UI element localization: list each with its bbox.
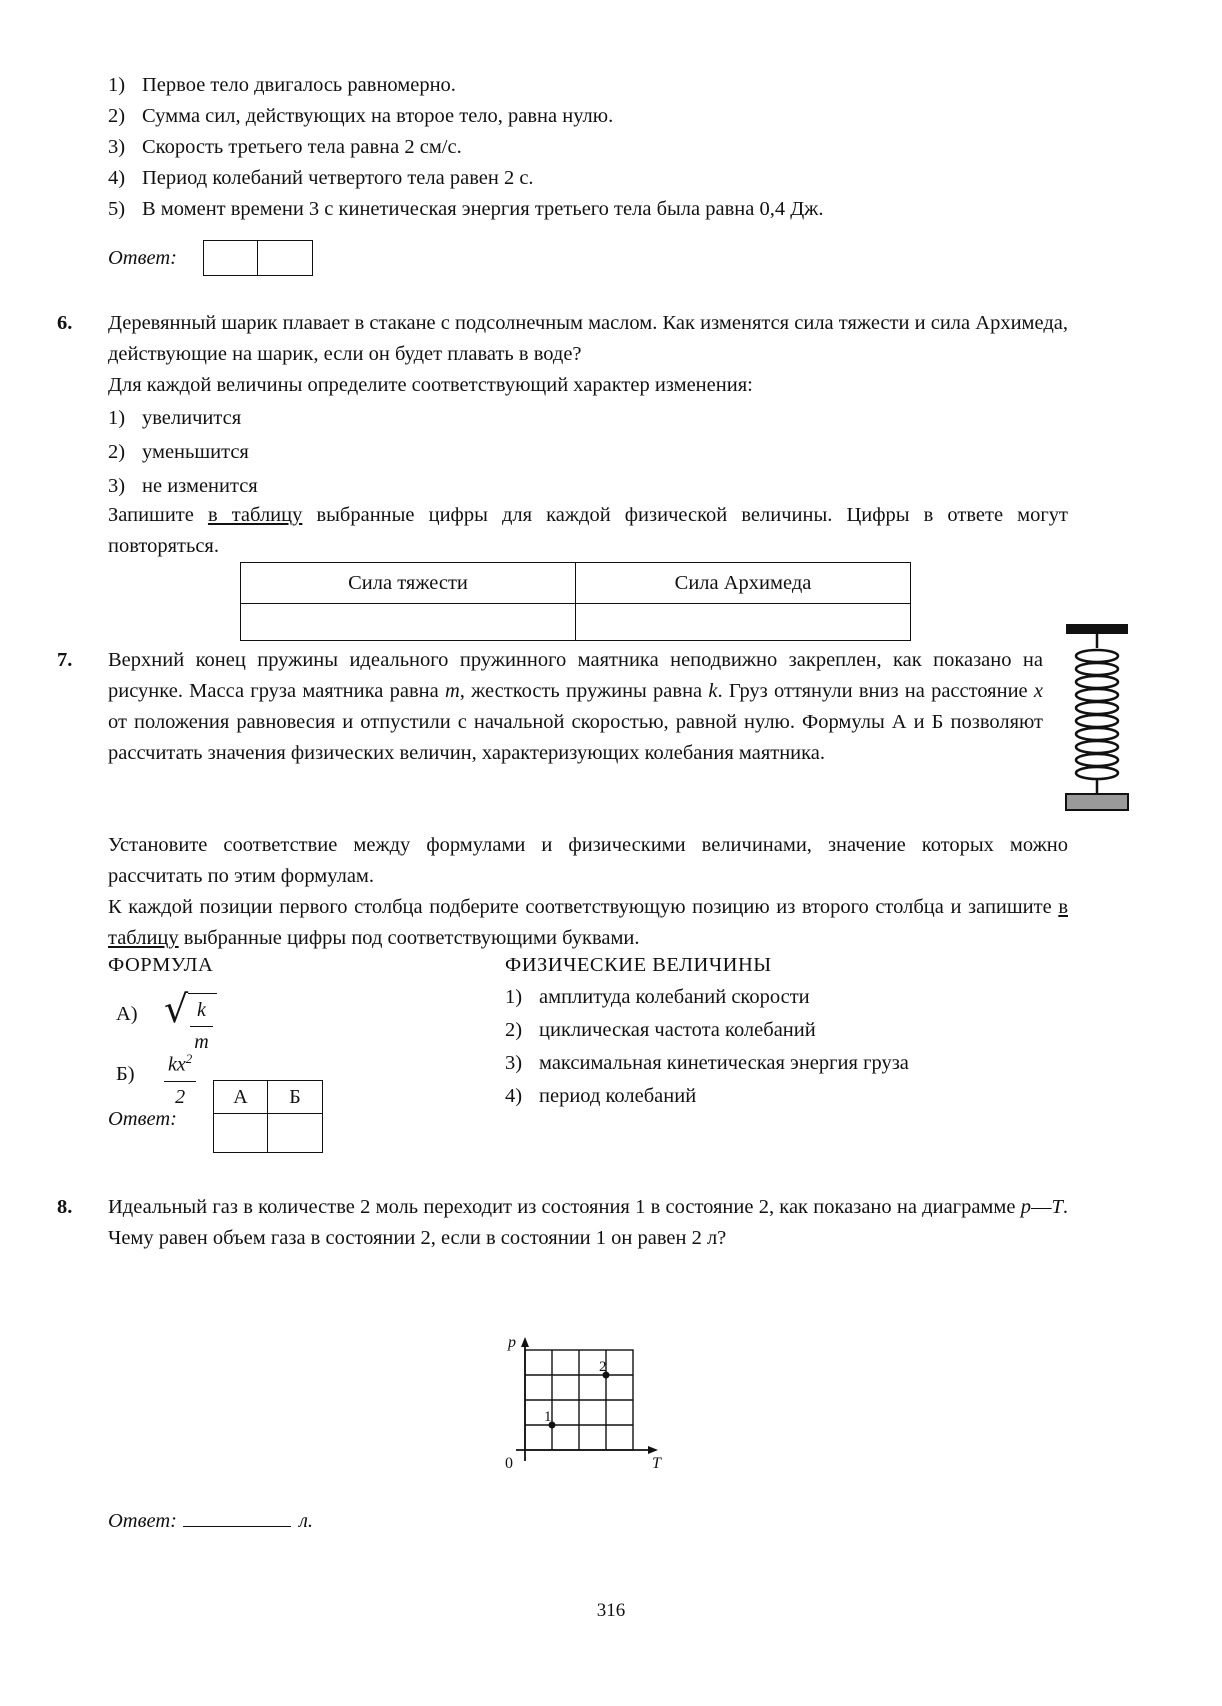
- table-row[interactable]: [214, 1114, 322, 1152]
- q6-text-3a: Запишите: [108, 504, 208, 526]
- q5-answer-label: Ответ:: [108, 247, 177, 269]
- svg-text:0: 0: [505, 1455, 513, 1472]
- option-text: уменьшится: [142, 441, 249, 463]
- q6-text-2: Для каждой величины определите соответствующий характер изменения:: [108, 374, 753, 396]
- q7-number: 7.: [57, 649, 73, 671]
- list-item: [505, 1047, 1065, 1080]
- q5-answer-boxes[interactable]: [203, 240, 313, 276]
- formula-b-expression: [164, 1043, 196, 1113]
- q6-text-3-underlined: в таблицу: [207, 504, 303, 526]
- option-number: 3): [108, 475, 126, 497]
- q6-text-3: [108, 500, 1068, 562]
- q6-options: [108, 401, 908, 503]
- q8-number: 8.: [57, 1196, 73, 1218]
- table-header-cell: Сила тяжести: [241, 563, 576, 604]
- q5-options: [108, 70, 1068, 225]
- fraction-denominator: m: [194, 1031, 209, 1053]
- q7-text-1: Верхний конец пружины идеального пружинного маятника неподвижно закреплен, как показано на рисунке. Масса груза маятника равна m, жесткость пружины равна k. Груз оттянули вниз на расстояние x от положения равновесия и отпустили с начальной скоростью, равной нулю. Формулы А и Б позволяют рассчитать значения физических величин, характеризующих колебания маятника.: [108, 649, 1043, 764]
- list-item: [108, 101, 1068, 132]
- pt-diagram-svg: [500, 1335, 680, 1475]
- option-text: максимальная кинетическая энергия груза: [539, 1052, 909, 1074]
- option-text: период колебаний: [539, 1085, 697, 1107]
- q7-text-3-underlined: в таблицу: [108, 896, 1068, 949]
- q6-text-1: Деревянный шарик плавает в стакане с подсолнечным маслом. Как изменятся сила тяжести и сила Архимеда, действующие на шарик, если он будет плавать в воде?: [108, 312, 1068, 365]
- list-item: [505, 1014, 1065, 1047]
- list-item: [108, 401, 908, 435]
- option-number: 2): [108, 441, 126, 463]
- svg-text:1: 1: [544, 1409, 552, 1425]
- answer-cell[interactable]: [258, 241, 312, 275]
- option-text: Период колебаний четвертого тела равен 2 с.: [142, 167, 534, 189]
- spring-icon: [1052, 622, 1142, 822]
- list-item: [505, 981, 1065, 1014]
- q7-text-3a: К каждой позиции первого столбца подберите соответствующую позицию из второго столбца и запишите: [108, 896, 1059, 918]
- answer-header-cell: А: [214, 1081, 268, 1114]
- option-number: 3): [108, 136, 126, 158]
- table-header-cell: Сила Архимеда: [576, 563, 911, 604]
- q8-answer-line[interactable]: [108, 1510, 313, 1533]
- table-cell-answer[interactable]: [576, 604, 911, 641]
- list-item: [108, 132, 1068, 163]
- option-number: 2): [108, 105, 126, 127]
- q7-text-2: Установите соответствие между формулами и физическими величинами, значение которых можно рассчитать по этим формулам.: [108, 834, 1068, 887]
- q7-text-3b: выбранные цифры под соответствующими буквами.: [178, 927, 640, 949]
- q7-answer-table[interactable]: [213, 1080, 323, 1153]
- fraction-numerator: $kx^2$: [164, 1043, 196, 1082]
- list-item: [108, 194, 1068, 225]
- table-row: [214, 1081, 322, 1114]
- option-text: В момент времени 3 с кинетическая энергия третьего тела была равна 0,4 Дж.: [142, 198, 824, 220]
- q7-text-3: [108, 892, 1068, 954]
- q7-answer-label: Ответ:: [108, 1108, 177, 1130]
- sqrt-sign: √: [164, 987, 189, 1031]
- table-cell-answer[interactable]: [241, 604, 576, 641]
- option-text: Скорость третьего тела равна 2 см/с.: [142, 136, 462, 158]
- q6-text-3b: выбранные цифры для каждой физической величины. Цифры в ответе могут повторяться.: [108, 504, 1068, 557]
- option-text: не изменится: [142, 475, 258, 497]
- q8-answer-label: Ответ:: [108, 1510, 177, 1532]
- q7-col1-header: ФОРМУЛА: [108, 954, 214, 976]
- table-row: [241, 563, 911, 604]
- fraction-denominator: 2: [175, 1085, 186, 1108]
- list-item: [108, 163, 1068, 194]
- option-text: циклическая частота колебаний: [539, 1019, 816, 1041]
- answer-header-cell: Б: [268, 1081, 322, 1114]
- option-number: 4): [108, 167, 126, 189]
- q7-col2-header: ФИЗИЧЕСКИЕ ВЕЛИЧИНЫ: [505, 954, 772, 976]
- option-number: 1): [108, 407, 126, 429]
- option-text: увеличится: [142, 407, 242, 429]
- answer-blank[interactable]: [183, 1512, 291, 1527]
- option-number: 1): [505, 986, 523, 1008]
- option-number: 3): [505, 1052, 523, 1074]
- answer-cell[interactable]: [268, 1114, 322, 1152]
- option-number: 2): [505, 1019, 523, 1041]
- q7-quantities-column: [505, 950, 1065, 1113]
- q8-answer-unit: л.: [298, 1510, 314, 1532]
- option-text: Первое тело двигалось равномерно.: [142, 74, 456, 96]
- q6-number: 6.: [57, 312, 73, 334]
- q6-answer-table[interactable]: [240, 562, 911, 641]
- table-row[interactable]: [241, 604, 911, 641]
- svg-text:p: p: [508, 1335, 516, 1351]
- option-number: 4): [505, 1085, 523, 1107]
- answer-cell[interactable]: [204, 241, 258, 275]
- option-text: Сумма сил, действующих на второе тело, равна нулю.: [142, 105, 614, 127]
- answer-cell[interactable]: [214, 1114, 268, 1152]
- option-number: 5): [108, 198, 126, 220]
- page-number: 316: [596, 1600, 626, 1621]
- svg-text:T: T: [652, 1455, 661, 1472]
- option-number: 1): [108, 74, 126, 96]
- option-text: амплитуда колебаний скорости: [539, 986, 810, 1008]
- list-item: [505, 1080, 1065, 1113]
- svg-text:2: 2: [599, 1359, 607, 1375]
- q8-text: Идеальный газ в количестве 2 моль переходит из состояния 1 в состояние 2, как показано на диаграмме p—T. Чему равен объем газа в состоянии 2, если в состоянии 1 он равен 2 л?: [108, 1196, 1068, 1249]
- fraction-numerator: k: [190, 995, 212, 1027]
- list-item: [108, 435, 908, 469]
- formula-a-label: А): [116, 1003, 138, 1025]
- formula-b-label: Б): [116, 1063, 135, 1085]
- spring-pendulum-figure: [1052, 622, 1142, 827]
- list-item: [108, 469, 908, 503]
- list-item: [108, 70, 1068, 101]
- q8-pt-diagram: [500, 1335, 680, 1480]
